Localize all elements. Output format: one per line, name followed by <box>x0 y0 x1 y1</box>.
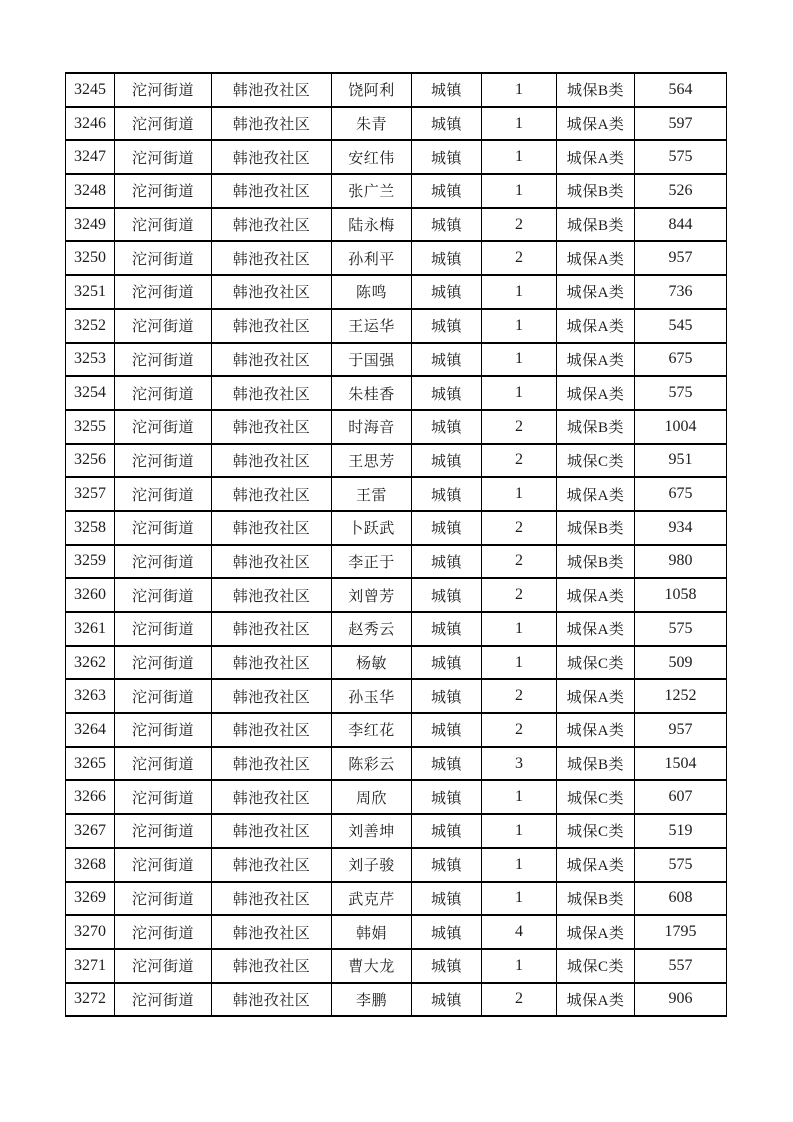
cell-residence-type: 城镇 <box>412 73 482 107</box>
cell-amount: 844 <box>635 208 727 242</box>
cell-person-count: 1 <box>482 73 557 107</box>
cell-amount: 575 <box>635 376 727 410</box>
cell-serial: 3252 <box>66 309 115 343</box>
cell-residence-type: 城镇 <box>412 949 482 983</box>
cell-amount: 519 <box>635 814 727 848</box>
cell-street: 沱河街道 <box>115 646 212 680</box>
cell-residence-type: 城镇 <box>412 241 482 275</box>
table-row <box>66 882 727 916</box>
table-row <box>66 949 727 983</box>
cell-community: 韩池孜社区 <box>212 780 332 814</box>
cell-street: 沱河街道 <box>115 275 212 309</box>
cell-residence-type: 城镇 <box>412 174 482 208</box>
cell-person-name: 韩娟 <box>332 915 412 949</box>
cell-community: 韩池孜社区 <box>212 646 332 680</box>
cell-person-name: 朱桂香 <box>332 376 412 410</box>
cell-serial: 3246 <box>66 107 115 141</box>
cell-community: 韩池孜社区 <box>212 747 332 781</box>
cell-person-name: 刘子骏 <box>332 848 412 882</box>
cell-community: 韩池孜社区 <box>212 578 332 612</box>
cell-community: 韩池孜社区 <box>212 174 332 208</box>
cell-amount: 675 <box>635 477 727 511</box>
cell-amount: 526 <box>635 174 727 208</box>
table-row <box>66 477 727 511</box>
cell-serial: 3257 <box>66 477 115 511</box>
cell-person-name: 杨敏 <box>332 646 412 680</box>
cell-person-name: 李红花 <box>332 713 412 747</box>
cell-residence-type: 城镇 <box>412 848 482 882</box>
table-row <box>66 780 727 814</box>
cell-residence-type: 城镇 <box>412 343 482 377</box>
cell-serial: 3266 <box>66 780 115 814</box>
cell-street: 沱河街道 <box>115 208 212 242</box>
cell-residence-type: 城镇 <box>412 915 482 949</box>
cell-amount: 951 <box>635 444 727 478</box>
cell-person-count: 2 <box>482 241 557 275</box>
cell-amount: 575 <box>635 848 727 882</box>
cell-street: 沱河街道 <box>115 679 212 713</box>
cell-street: 沱河街道 <box>115 343 212 377</box>
cell-residence-type: 城镇 <box>412 882 482 916</box>
cell-street: 沱河街道 <box>115 713 212 747</box>
cell-category: 城保B类 <box>557 208 635 242</box>
cell-residence-type: 城镇 <box>412 410 482 444</box>
cell-street: 沱河街道 <box>115 140 212 174</box>
cell-street: 沱河街道 <box>115 578 212 612</box>
cell-community: 韩池孜社区 <box>212 208 332 242</box>
cell-amount: 1058 <box>635 578 727 612</box>
cell-person-count: 2 <box>482 444 557 478</box>
cell-category: 城保A类 <box>557 107 635 141</box>
cell-category: 城保B类 <box>557 174 635 208</box>
cell-residence-type: 城镇 <box>412 511 482 545</box>
benefits-table <box>65 72 727 1017</box>
table-row <box>66 107 727 141</box>
cell-category: 城保C类 <box>557 949 635 983</box>
cell-residence-type: 城镇 <box>412 612 482 646</box>
table-row <box>66 713 727 747</box>
cell-category: 城保A类 <box>557 612 635 646</box>
cell-person-count: 1 <box>482 343 557 377</box>
cell-street: 沱河街道 <box>115 444 212 478</box>
cell-street: 沱河街道 <box>115 545 212 579</box>
cell-person-name: 王运华 <box>332 309 412 343</box>
cell-person-count: 2 <box>482 511 557 545</box>
cell-amount: 1252 <box>635 679 727 713</box>
table-row <box>66 376 727 410</box>
cell-person-name: 周欣 <box>332 780 412 814</box>
cell-person-name: 王思芳 <box>332 444 412 478</box>
cell-category: 城保A类 <box>557 140 635 174</box>
table-row <box>66 208 727 242</box>
cell-street: 沱河街道 <box>115 612 212 646</box>
cell-amount: 597 <box>635 107 727 141</box>
cell-street: 沱河街道 <box>115 107 212 141</box>
cell-person-name: 卜跃武 <box>332 511 412 545</box>
cell-person-count: 2 <box>482 713 557 747</box>
table-row <box>66 915 727 949</box>
cell-serial: 3268 <box>66 848 115 882</box>
cell-street: 沱河街道 <box>115 309 212 343</box>
cell-category: 城保A类 <box>557 983 635 1017</box>
cell-category: 城保B类 <box>557 545 635 579</box>
cell-community: 韩池孜社区 <box>212 275 332 309</box>
cell-person-count: 1 <box>482 477 557 511</box>
cell-person-count: 1 <box>482 949 557 983</box>
cell-serial: 3263 <box>66 679 115 713</box>
cell-person-name: 刘曾芳 <box>332 578 412 612</box>
cell-category: 城保B类 <box>557 410 635 444</box>
cell-person-count: 1 <box>482 848 557 882</box>
cell-residence-type: 城镇 <box>412 107 482 141</box>
cell-serial: 3270 <box>66 915 115 949</box>
table-row <box>66 275 727 309</box>
cell-person-count: 1 <box>482 174 557 208</box>
cell-category: 城保B类 <box>557 882 635 916</box>
cell-serial: 3245 <box>66 73 115 107</box>
cell-person-count: 2 <box>482 983 557 1017</box>
cell-community: 韩池孜社区 <box>212 511 332 545</box>
cell-amount: 957 <box>635 713 727 747</box>
cell-residence-type: 城镇 <box>412 747 482 781</box>
cell-street: 沱河街道 <box>115 915 212 949</box>
cell-street: 沱河街道 <box>115 882 212 916</box>
cell-serial: 3261 <box>66 612 115 646</box>
cell-community: 韩池孜社区 <box>212 241 332 275</box>
cell-person-count: 1 <box>482 275 557 309</box>
cell-amount: 957 <box>635 241 727 275</box>
cell-amount: 509 <box>635 646 727 680</box>
cell-amount: 1795 <box>635 915 727 949</box>
cell-residence-type: 城镇 <box>412 545 482 579</box>
cell-street: 沱河街道 <box>115 949 212 983</box>
cell-category: 城保A类 <box>557 275 635 309</box>
table-row <box>66 848 727 882</box>
cell-category: 城保A类 <box>557 848 635 882</box>
cell-serial: 3269 <box>66 882 115 916</box>
table-row <box>66 511 727 545</box>
cell-community: 韩池孜社区 <box>212 73 332 107</box>
cell-category: 城保C类 <box>557 646 635 680</box>
cell-person-count: 1 <box>482 309 557 343</box>
cell-person-name: 于国强 <box>332 343 412 377</box>
cell-amount: 906 <box>635 983 727 1017</box>
cell-serial: 3256 <box>66 444 115 478</box>
cell-serial: 3255 <box>66 410 115 444</box>
cell-community: 韩池孜社区 <box>212 679 332 713</box>
cell-person-name: 王雷 <box>332 477 412 511</box>
cell-community: 韩池孜社区 <box>212 983 332 1017</box>
cell-serial: 3251 <box>66 275 115 309</box>
table-row <box>66 578 727 612</box>
cell-person-name: 饶阿利 <box>332 73 412 107</box>
cell-person-count: 1 <box>482 107 557 141</box>
cell-street: 沱河街道 <box>115 747 212 781</box>
cell-street: 沱河街道 <box>115 511 212 545</box>
cell-amount: 575 <box>635 140 727 174</box>
cell-residence-type: 城镇 <box>412 646 482 680</box>
cell-residence-type: 城镇 <box>412 140 482 174</box>
table-row <box>66 983 727 1017</box>
cell-serial: 3272 <box>66 983 115 1017</box>
cell-residence-type: 城镇 <box>412 376 482 410</box>
table-row <box>66 646 727 680</box>
cell-person-name: 李正于 <box>332 545 412 579</box>
cell-street: 沱河街道 <box>115 410 212 444</box>
cell-person-count: 2 <box>482 578 557 612</box>
cell-category: 城保B类 <box>557 747 635 781</box>
cell-serial: 3265 <box>66 747 115 781</box>
cell-category: 城保C类 <box>557 780 635 814</box>
cell-residence-type: 城镇 <box>412 208 482 242</box>
cell-street: 沱河街道 <box>115 241 212 275</box>
cell-person-count: 1 <box>482 780 557 814</box>
cell-residence-type: 城镇 <box>412 578 482 612</box>
cell-serial: 3267 <box>66 814 115 848</box>
cell-person-name: 陈彩云 <box>332 747 412 781</box>
cell-community: 韩池孜社区 <box>212 107 332 141</box>
cell-person-count: 2 <box>482 679 557 713</box>
cell-category: 城保B类 <box>557 73 635 107</box>
table-row <box>66 814 727 848</box>
cell-residence-type: 城镇 <box>412 780 482 814</box>
cell-serial: 3254 <box>66 376 115 410</box>
cell-community: 韩池孜社区 <box>212 477 332 511</box>
cell-person-count: 1 <box>482 646 557 680</box>
cell-community: 韩池孜社区 <box>212 140 332 174</box>
cell-amount: 1004 <box>635 410 727 444</box>
cell-serial: 3249 <box>66 208 115 242</box>
cell-residence-type: 城镇 <box>412 477 482 511</box>
cell-community: 韩池孜社区 <box>212 882 332 916</box>
cell-person-count: 1 <box>482 140 557 174</box>
cell-category: 城保A类 <box>557 679 635 713</box>
cell-person-count: 2 <box>482 545 557 579</box>
cell-residence-type: 城镇 <box>412 275 482 309</box>
cell-person-name: 陈鸣 <box>332 275 412 309</box>
cell-person-count: 1 <box>482 376 557 410</box>
cell-person-count: 1 <box>482 814 557 848</box>
cell-community: 韩池孜社区 <box>212 814 332 848</box>
cell-community: 韩池孜社区 <box>212 343 332 377</box>
cell-category: 城保A类 <box>557 915 635 949</box>
cell-person-name: 赵秀云 <box>332 612 412 646</box>
table-row <box>66 747 727 781</box>
cell-street: 沱河街道 <box>115 780 212 814</box>
cell-person-count: 3 <box>482 747 557 781</box>
cell-residence-type: 城镇 <box>412 444 482 478</box>
cell-person-count: 4 <box>482 915 557 949</box>
cell-category: 城保A类 <box>557 309 635 343</box>
cell-street: 沱河街道 <box>115 174 212 208</box>
cell-amount: 607 <box>635 780 727 814</box>
table-row <box>66 343 727 377</box>
cell-category: 城保A类 <box>557 376 635 410</box>
cell-amount: 557 <box>635 949 727 983</box>
cell-serial: 3260 <box>66 578 115 612</box>
cell-street: 沱河街道 <box>115 848 212 882</box>
cell-person-name: 李鹏 <box>332 983 412 1017</box>
table-row <box>66 174 727 208</box>
table-row <box>66 73 727 107</box>
cell-serial: 3253 <box>66 343 115 377</box>
cell-residence-type: 城镇 <box>412 983 482 1017</box>
table-body <box>66 73 727 1016</box>
cell-category: 城保A类 <box>557 343 635 377</box>
cell-street: 沱河街道 <box>115 376 212 410</box>
cell-serial: 3264 <box>66 713 115 747</box>
cell-residence-type: 城镇 <box>412 814 482 848</box>
cell-person-name: 张广兰 <box>332 174 412 208</box>
cell-person-name: 时海音 <box>332 410 412 444</box>
cell-residence-type: 城镇 <box>412 679 482 713</box>
table-row <box>66 410 727 444</box>
table-row <box>66 612 727 646</box>
cell-person-count: 1 <box>482 882 557 916</box>
table-row <box>66 140 727 174</box>
table-row <box>66 679 727 713</box>
cell-person-name: 陆永梅 <box>332 208 412 242</box>
cell-residence-type: 城镇 <box>412 309 482 343</box>
cell-person-name: 武克芹 <box>332 882 412 916</box>
cell-serial: 3258 <box>66 511 115 545</box>
cell-amount: 575 <box>635 612 727 646</box>
table-row <box>66 309 727 343</box>
cell-person-name: 孙玉华 <box>332 679 412 713</box>
cell-person-count: 2 <box>482 410 557 444</box>
cell-street: 沱河街道 <box>115 73 212 107</box>
cell-community: 韩池孜社区 <box>212 915 332 949</box>
cell-amount: 675 <box>635 343 727 377</box>
cell-category: 城保A类 <box>557 713 635 747</box>
cell-category: 城保B类 <box>557 511 635 545</box>
cell-category: 城保A类 <box>557 241 635 275</box>
cell-category: 城保C类 <box>557 814 635 848</box>
cell-amount: 608 <box>635 882 727 916</box>
cell-community: 韩池孜社区 <box>212 713 332 747</box>
cell-community: 韩池孜社区 <box>212 444 332 478</box>
cell-community: 韩池孜社区 <box>212 848 332 882</box>
cell-category: 城保A类 <box>557 477 635 511</box>
table-row <box>66 241 727 275</box>
cell-serial: 3271 <box>66 949 115 983</box>
cell-category: 城保A类 <box>557 578 635 612</box>
cell-amount: 736 <box>635 275 727 309</box>
cell-community: 韩池孜社区 <box>212 612 332 646</box>
cell-person-name: 孙利平 <box>332 241 412 275</box>
cell-amount: 934 <box>635 511 727 545</box>
cell-serial: 3248 <box>66 174 115 208</box>
cell-person-name: 安红伟 <box>332 140 412 174</box>
cell-community: 韩池孜社区 <box>212 309 332 343</box>
cell-person-name: 曹大龙 <box>332 949 412 983</box>
cell-serial: 3247 <box>66 140 115 174</box>
cell-street: 沱河街道 <box>115 477 212 511</box>
cell-residence-type: 城镇 <box>412 713 482 747</box>
cell-amount: 980 <box>635 545 727 579</box>
cell-person-count: 2 <box>482 208 557 242</box>
cell-serial: 3262 <box>66 646 115 680</box>
table-row <box>66 444 727 478</box>
table-row <box>66 545 727 579</box>
cell-amount: 564 <box>635 73 727 107</box>
cell-community: 韩池孜社区 <box>212 545 332 579</box>
cell-person-count: 1 <box>482 612 557 646</box>
cell-serial: 3259 <box>66 545 115 579</box>
cell-amount: 545 <box>635 309 727 343</box>
table-container <box>65 72 727 1017</box>
cell-street: 沱河街道 <box>115 983 212 1017</box>
cell-street: 沱河街道 <box>115 814 212 848</box>
cell-serial: 3250 <box>66 241 115 275</box>
cell-category: 城保C类 <box>557 444 635 478</box>
cell-person-name: 朱青 <box>332 107 412 141</box>
cell-person-name: 刘善坤 <box>332 814 412 848</box>
cell-community: 韩池孜社区 <box>212 410 332 444</box>
cell-community: 韩池孜社区 <box>212 949 332 983</box>
cell-amount: 1504 <box>635 747 727 781</box>
cell-community: 韩池孜社区 <box>212 376 332 410</box>
